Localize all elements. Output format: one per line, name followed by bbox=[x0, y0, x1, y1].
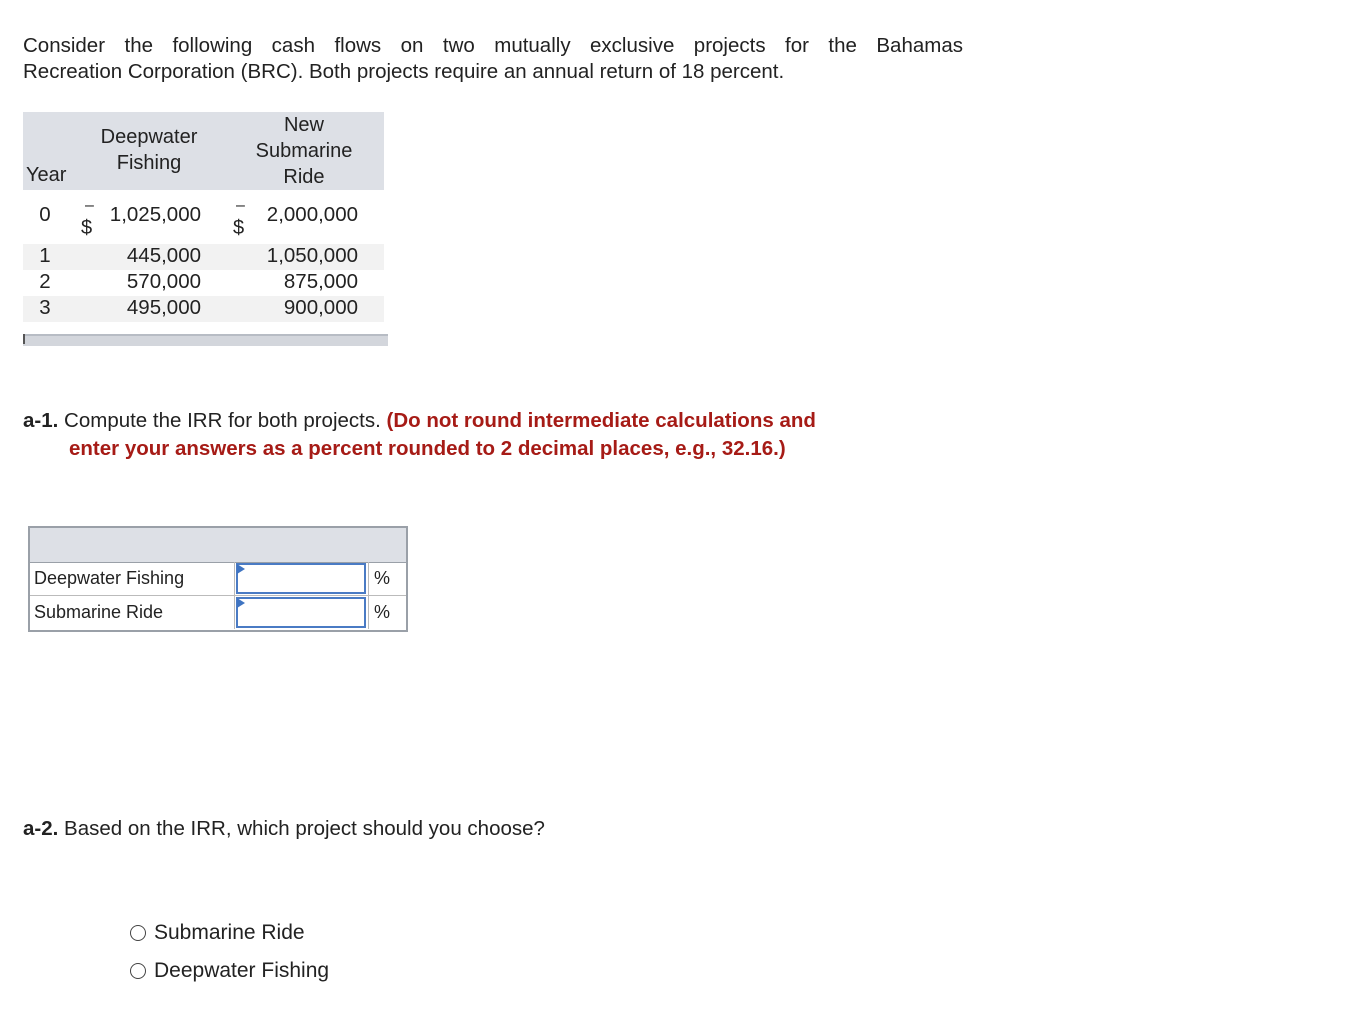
question-a1-number: a-1. bbox=[23, 409, 59, 432]
header-deepwater-line2: Fishing bbox=[116, 152, 182, 174]
year-cell: 1 bbox=[39, 244, 51, 267]
cashflow-table bbox=[23, 112, 388, 346]
question-a2-text: Based on the IRR, which project should you choose? bbox=[64, 817, 545, 840]
year-cell: 2 bbox=[39, 270, 51, 293]
intro-line-2: Recreation Corporation (BRC). Both projects require an annual return of 18 percent. bbox=[23, 60, 785, 83]
radio-circle-icon[interactable] bbox=[130, 963, 146, 979]
percent-unit: % bbox=[374, 568, 391, 588]
answer-row-submarine bbox=[30, 596, 406, 629]
input-marker-icon bbox=[237, 598, 245, 608]
option-label: Submarine Ride bbox=[154, 921, 305, 944]
deepwater-irr-input[interactable] bbox=[236, 563, 366, 594]
deepwater-value: 495,000 bbox=[126, 296, 201, 319]
header-year: Year bbox=[26, 164, 67, 186]
dollar-sign: $ bbox=[233, 217, 245, 239]
cashflow-table-header bbox=[23, 112, 384, 190]
header-submarine-line1: New bbox=[283, 114, 324, 136]
question-a1-text: Compute the IRR for both projects. bbox=[64, 409, 381, 432]
table-bottom-tick bbox=[23, 334, 25, 344]
negative-mark: – bbox=[85, 197, 94, 214]
answer-row-deepwater bbox=[30, 562, 406, 596]
option-label: Deepwater Fishing bbox=[154, 959, 330, 982]
cell-divider bbox=[234, 596, 235, 629]
table-row-year-0 bbox=[23, 197, 384, 243]
submarine-value: 2,000,000 bbox=[266, 203, 358, 226]
answer-row-label: Deepwater Fishing bbox=[34, 568, 185, 588]
negative-mark: – bbox=[236, 197, 245, 214]
deepwater-value: 445,000 bbox=[126, 244, 201, 267]
question-a1-instruction-2: enter your answers as a percent rounded to 2 decimal places, e.g., 32.16.) bbox=[69, 437, 786, 460]
header-deepwater-fishing bbox=[81, 124, 217, 176]
question-a2 bbox=[23, 817, 545, 841]
year-cell: 3 bbox=[39, 296, 51, 319]
dollar-sign: $ bbox=[81, 217, 93, 239]
table-row-year-2 bbox=[23, 270, 384, 296]
header-deepwater-line1: Deepwater bbox=[100, 126, 198, 148]
table-row-year-3 bbox=[23, 296, 384, 322]
answer-row-label: Submarine Ride bbox=[34, 602, 164, 622]
option-submarine-ride[interactable] bbox=[130, 921, 305, 945]
submarine-value: 875,000 bbox=[283, 270, 358, 293]
radio-circle-icon[interactable] bbox=[130, 925, 146, 941]
year-cell: 0 bbox=[39, 203, 51, 226]
cell-divider bbox=[368, 562, 369, 595]
problem-intro bbox=[23, 33, 963, 85]
header-submarine-line3: Ride bbox=[283, 166, 325, 188]
intro-line-1: Consider the following cash flows on two mutually exclusive projects for the Bahamas bbox=[23, 34, 963, 57]
question-a1 bbox=[23, 407, 943, 463]
header-submarine-ride bbox=[233, 112, 375, 190]
question-a2-number: a-2. bbox=[23, 817, 59, 840]
option-deepwater-fishing[interactable] bbox=[130, 959, 329, 983]
submarine-value: 900,000 bbox=[283, 296, 358, 319]
submarine-irr-input[interactable] bbox=[236, 597, 366, 628]
cell-divider bbox=[234, 562, 235, 595]
submarine-value: 1,050,000 bbox=[266, 244, 358, 267]
table-bottom-border bbox=[23, 334, 388, 346]
answer-table-header bbox=[30, 528, 406, 563]
deepwater-value: 1,025,000 bbox=[109, 203, 201, 226]
table-row-year-1 bbox=[23, 244, 384, 270]
question-a1-instruction-1: (Do not round intermediate calculations and bbox=[386, 409, 816, 432]
cell-divider bbox=[368, 596, 369, 629]
deepwater-value: 570,000 bbox=[126, 270, 201, 293]
irr-answer-table bbox=[28, 526, 408, 632]
percent-unit: % bbox=[374, 602, 391, 622]
header-submarine-line2: Submarine bbox=[255, 140, 353, 162]
input-marker-icon bbox=[237, 564, 245, 574]
